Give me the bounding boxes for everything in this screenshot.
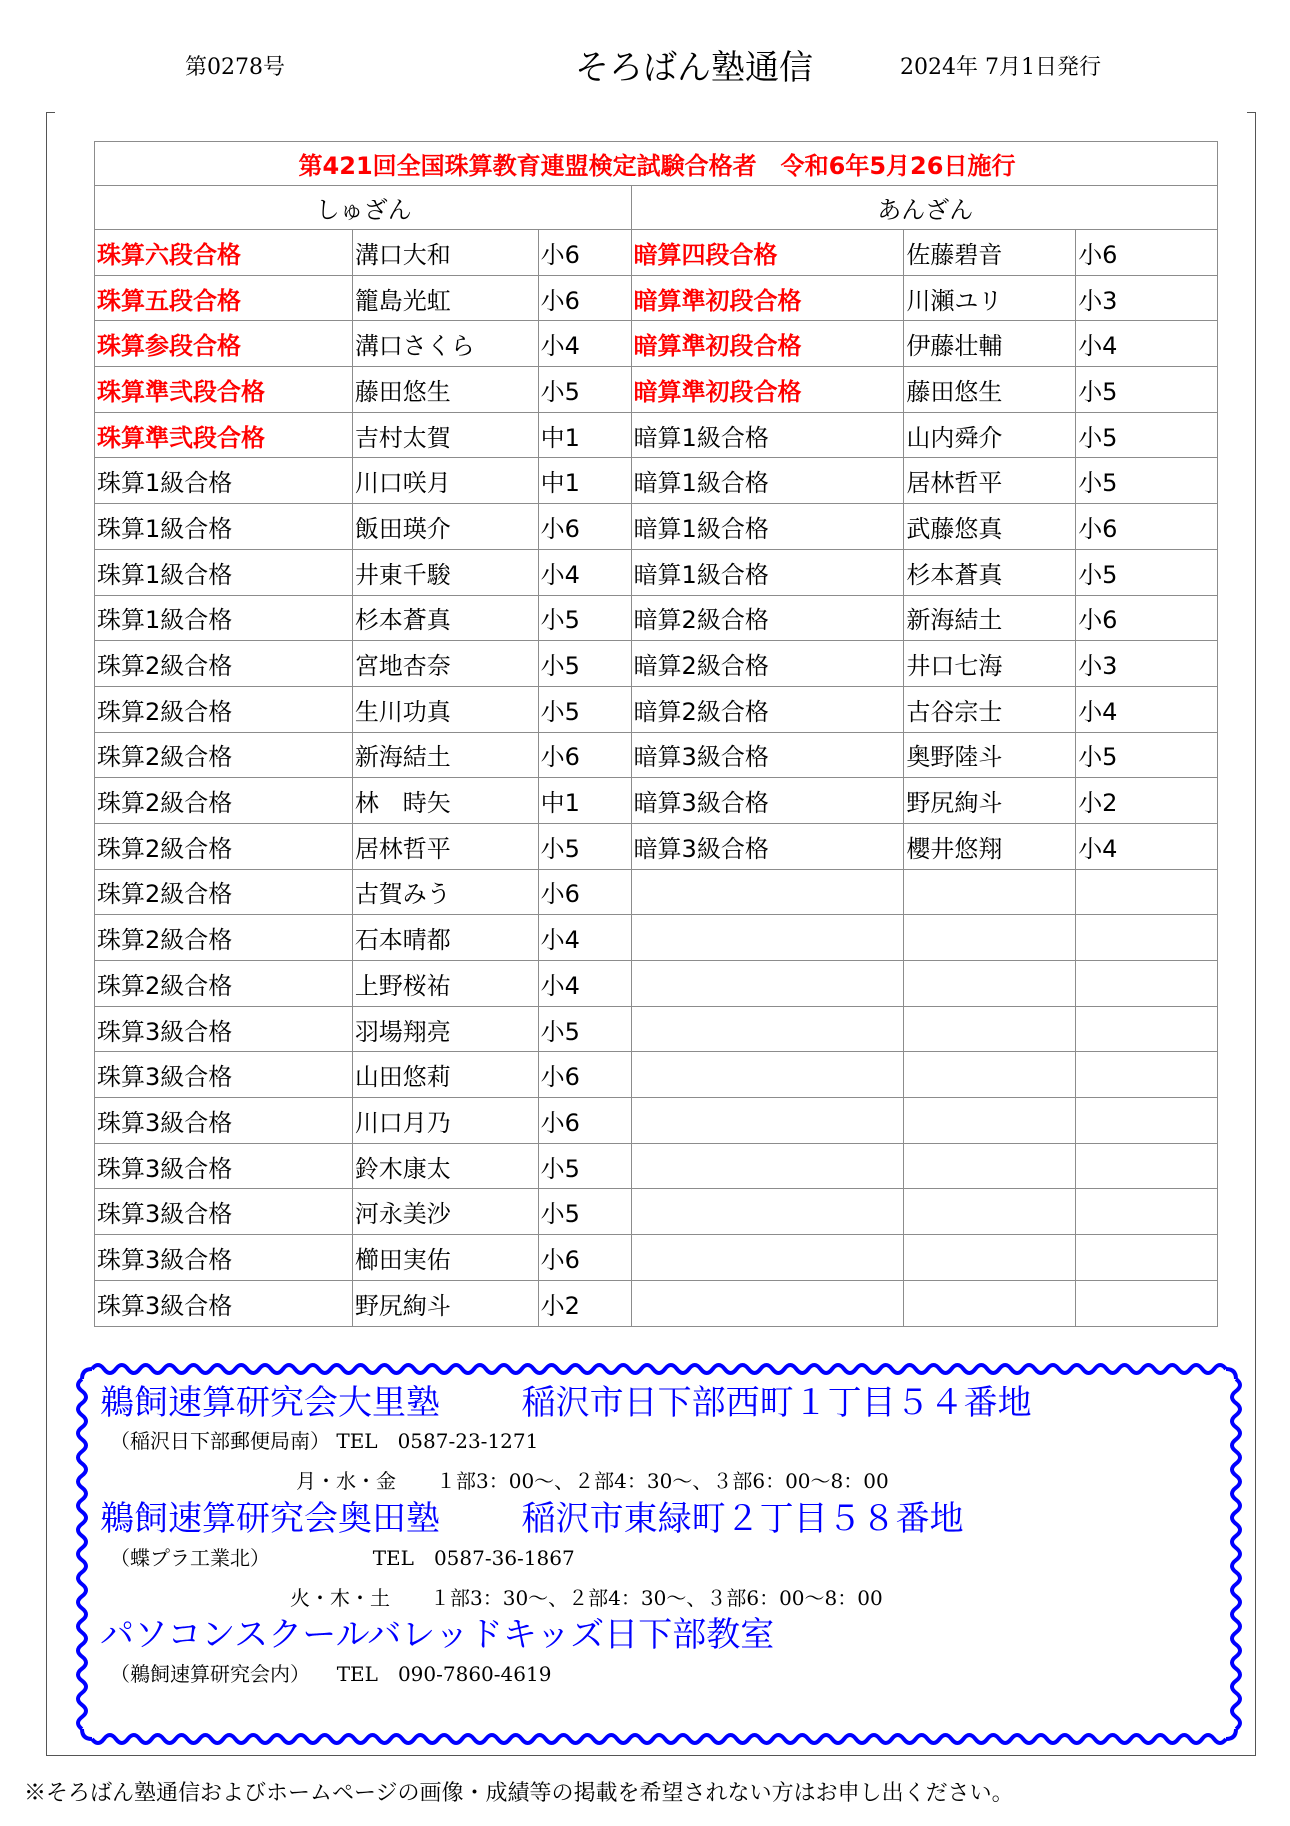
footer-notice: ※そろばん塾通信およびホームページの画像・成績等の掲載を希望されない方はお申し出ください。 xyxy=(24,1781,1014,1806)
anzan-name-cell: 野尻絢斗 xyxy=(904,778,1076,824)
shuzan-grade-cell: 珠算3級合格 xyxy=(95,1280,353,1326)
shuzan-grade-cell: 珠算3級合格 xyxy=(95,1052,353,1098)
anzan-name-cell xyxy=(904,1189,1076,1235)
anzan-year-cell: 小4 xyxy=(1076,823,1218,869)
anzan-year-cell xyxy=(1076,1280,1218,1326)
shuzan-year-cell: 小6 xyxy=(538,504,631,550)
table-row xyxy=(95,915,1218,961)
table-row xyxy=(95,321,1218,367)
table-row xyxy=(95,595,1218,641)
table-row xyxy=(95,732,1218,778)
table-row xyxy=(95,1098,1218,1144)
anzan-year-cell: 小5 xyxy=(1076,732,1218,778)
anzan-year-cell: 小6 xyxy=(1076,504,1218,550)
shuzan-year-cell: 小6 xyxy=(538,732,631,778)
anzan-year-cell: 小4 xyxy=(1076,686,1218,732)
shuzan-year-cell: 小5 xyxy=(538,1006,631,1052)
results-table xyxy=(94,141,1218,1327)
shuzan-name-cell: 河永美沙 xyxy=(352,1189,538,1235)
anzan-name-cell xyxy=(904,1235,1076,1281)
issue-date: 2024年 7月1日発行 xyxy=(900,55,1101,80)
school1-address: 稲沢市日下部西町１丁目５４番地 xyxy=(521,1383,1032,1423)
shuzan-grade-cell: 珠算2級合格 xyxy=(95,869,353,915)
anzan-grade-cell xyxy=(631,1235,904,1281)
shuzan-grade-cell: 珠算準弐段合格 xyxy=(95,367,353,413)
anzan-year-cell xyxy=(1076,915,1218,961)
shuzan-year-cell: 小5 xyxy=(538,1143,631,1189)
shuzan-year-cell: 小6 xyxy=(538,230,631,276)
shuzan-name-cell: 川口咲月 xyxy=(352,458,538,504)
table-row xyxy=(95,1189,1218,1235)
shuzan-name-cell: 古賀みう xyxy=(352,869,538,915)
newsletter-title: そろばん塾通信 xyxy=(575,48,813,88)
anzan-name-cell: 佐藤碧音 xyxy=(904,230,1076,276)
school-info-box xyxy=(74,1361,1244,1747)
shuzan-grade-cell: 珠算2級合格 xyxy=(95,686,353,732)
anzan-name-cell xyxy=(904,961,1076,1007)
anzan-name-cell xyxy=(904,1006,1076,1052)
issue-number: 第0278号 xyxy=(185,55,285,80)
anzan-grade-cell xyxy=(631,1189,904,1235)
results-caption: 第421回全国珠算教育連盟検定試験合格者 令和6年5月26日施行 xyxy=(95,142,1218,186)
shuzan-name-cell: 上野桜祐 xyxy=(352,961,538,1007)
anzan-grade-cell xyxy=(631,1280,904,1326)
anzan-name-cell: 山内舜介 xyxy=(904,412,1076,458)
table-row xyxy=(95,1143,1218,1189)
shuzan-year-cell: 小6 xyxy=(538,1098,631,1144)
anzan-year-cell: 小5 xyxy=(1076,412,1218,458)
anzan-grade-cell xyxy=(631,915,904,961)
anzan-grade-cell: 暗算3級合格 xyxy=(631,732,904,778)
shuzan-year-cell: 小2 xyxy=(538,1280,631,1326)
school2-tel: TEL 0587-36-1867 xyxy=(372,1546,575,1570)
anzan-grade-cell: 暗算2級合格 xyxy=(631,686,904,732)
shuzan-year-cell: 中1 xyxy=(538,778,631,824)
table-row xyxy=(95,1280,1218,1326)
anzan-grade-cell xyxy=(631,961,904,1007)
anzan-year-cell xyxy=(1076,1098,1218,1144)
school2-schedule: 火・木・土 １部3：30～、２部4：30～、３部6：00～8：00 xyxy=(290,1586,883,1610)
anzan-name-cell: 井口七海 xyxy=(904,641,1076,687)
shuzan-grade-cell: 珠算2級合格 xyxy=(95,823,353,869)
anzan-name-cell xyxy=(904,915,1076,961)
shuzan-name-cell: 生川功真 xyxy=(352,686,538,732)
shuzan-name-cell: 飯田瑛介 xyxy=(352,504,538,550)
shuzan-grade-cell: 珠算1級合格 xyxy=(95,458,353,504)
shuzan-grade-cell: 珠算六段合格 xyxy=(95,230,353,276)
shuzan-year-cell: 小5 xyxy=(538,595,631,641)
table-row xyxy=(95,367,1218,413)
anzan-year-cell: 小5 xyxy=(1076,367,1218,413)
shuzan-grade-cell: 珠算2級合格 xyxy=(95,961,353,1007)
shuzan-year-cell: 小4 xyxy=(538,321,631,367)
shuzan-grade-cell: 珠算1級合格 xyxy=(95,595,353,641)
shuzan-year-cell: 小4 xyxy=(538,915,631,961)
shuzan-grade-cell: 珠算1級合格 xyxy=(95,549,353,595)
shuzan-year-cell: 小6 xyxy=(538,1235,631,1281)
shuzan-name-cell: 籠島光虹 xyxy=(352,275,538,321)
school1-landmark: （稲沢日下部郵便局南） xyxy=(110,1429,330,1453)
school1-tel: TEL 0587-23-1271 xyxy=(336,1429,539,1453)
table-row xyxy=(95,412,1218,458)
shuzan-year-cell: 中1 xyxy=(538,458,631,504)
shuzan-year-cell: 小5 xyxy=(538,686,631,732)
anzan-year-cell xyxy=(1076,869,1218,915)
anzan-name-cell: 藤田悠生 xyxy=(904,367,1076,413)
shuzan-name-cell: 宮地杏奈 xyxy=(352,641,538,687)
school1-name: 鵜飼速算研究会大里塾 xyxy=(100,1383,440,1423)
shuzan-name-cell: 櫛田実佑 xyxy=(352,1235,538,1281)
anzan-year-cell xyxy=(1076,1006,1218,1052)
table-row xyxy=(95,1052,1218,1098)
shuzan-grade-cell: 珠算参段合格 xyxy=(95,321,353,367)
anzan-year-cell: 小2 xyxy=(1076,778,1218,824)
anzan-grade-cell: 暗算準初段合格 xyxy=(631,321,904,367)
shuzan-year-cell: 小4 xyxy=(538,549,631,595)
anzan-year-cell: 小4 xyxy=(1076,321,1218,367)
anzan-grade-cell: 暗算準初段合格 xyxy=(631,275,904,321)
anzan-year-cell xyxy=(1076,1143,1218,1189)
anzan-year-cell xyxy=(1076,1052,1218,1098)
anzan-grade-cell: 暗算2級合格 xyxy=(631,641,904,687)
shuzan-year-cell: 小5 xyxy=(538,823,631,869)
anzan-name-cell xyxy=(904,1052,1076,1098)
shuzan-name-cell: 羽場翔亮 xyxy=(352,1006,538,1052)
shuzan-grade-cell: 珠算2級合格 xyxy=(95,732,353,778)
anzan-year-cell: 小6 xyxy=(1076,595,1218,641)
shuzan-name-cell: 川口月乃 xyxy=(352,1098,538,1144)
anzan-grade-cell: 暗算1級合格 xyxy=(631,412,904,458)
table-row xyxy=(95,1235,1218,1281)
shuzan-grade-cell: 珠算1級合格 xyxy=(95,504,353,550)
anzan-grade-cell xyxy=(631,1006,904,1052)
anzan-name-cell: 伊藤壮輔 xyxy=(904,321,1076,367)
shuzan-year-cell: 小6 xyxy=(538,1052,631,1098)
table-row xyxy=(95,458,1218,504)
anzan-name-cell xyxy=(904,869,1076,915)
shuzan-year-cell: 小5 xyxy=(538,367,631,413)
shuzan-year-cell: 小5 xyxy=(538,1189,631,1235)
anzan-year-cell xyxy=(1076,1235,1218,1281)
caption-row xyxy=(95,142,1218,186)
shuzan-name-cell: 吉村太賀 xyxy=(352,412,538,458)
anzan-year-cell: 小6 xyxy=(1076,230,1218,276)
table-row xyxy=(95,778,1218,824)
heading-row xyxy=(95,186,1218,230)
table-row xyxy=(95,823,1218,869)
table-row xyxy=(95,961,1218,1007)
anzan-grade-cell xyxy=(631,1052,904,1098)
school3-name: パソコンスクールバレッドキッズ日下部教室 xyxy=(100,1615,775,1655)
anzan-name-cell: 武藤悠真 xyxy=(904,504,1076,550)
school2-name: 鵜飼速算研究会奥田塾 xyxy=(100,1499,440,1539)
anzan-name-cell: 新海結土 xyxy=(904,595,1076,641)
shuzan-grade-cell: 珠算3級合格 xyxy=(95,1098,353,1144)
newsletter-header xyxy=(0,40,1290,90)
anzan-grade-cell: 暗算1級合格 xyxy=(631,458,904,504)
anzan-grade-cell: 暗算2級合格 xyxy=(631,595,904,641)
shuzan-name-cell: 溝口さくら xyxy=(352,321,538,367)
anzan-name-cell: 櫻井悠翔 xyxy=(904,823,1076,869)
anzan-grade-cell xyxy=(631,1098,904,1144)
shuzan-heading: しゅざん xyxy=(95,186,632,230)
school2-address: 稲沢市東緑町２丁目５８番地 xyxy=(521,1499,964,1539)
table-row xyxy=(95,504,1218,550)
school3-landmark: （鵜飼速算研究会内） xyxy=(110,1662,310,1686)
shuzan-grade-cell: 珠算3級合格 xyxy=(95,1189,353,1235)
anzan-name-cell: 杉本蒼真 xyxy=(904,549,1076,595)
shuzan-grade-cell: 珠算五段合格 xyxy=(95,275,353,321)
shuzan-grade-cell: 珠算3級合格 xyxy=(95,1235,353,1281)
anzan-grade-cell: 暗算1級合格 xyxy=(631,549,904,595)
shuzan-name-cell: 藤田悠生 xyxy=(352,367,538,413)
shuzan-year-cell: 小4 xyxy=(538,961,631,1007)
school3-tel: TEL 090-7860-4619 xyxy=(336,1662,552,1686)
shuzan-name-cell: 新海結土 xyxy=(352,732,538,778)
shuzan-year-cell: 小6 xyxy=(538,869,631,915)
school2-landmark: （蝶プラ工業北） xyxy=(110,1546,270,1570)
school1-schedule: 月・水・金 １部3：00～、２部4：30～、３部6：00～8：00 xyxy=(296,1469,889,1493)
anzan-name-cell: 川瀬ユリ xyxy=(904,275,1076,321)
anzan-year-cell: 小3 xyxy=(1076,275,1218,321)
anzan-grade-cell: 暗算1級合格 xyxy=(631,504,904,550)
anzan-grade-cell: 暗算3級合格 xyxy=(631,823,904,869)
table-row xyxy=(95,686,1218,732)
anzan-name-cell: 奥野陸斗 xyxy=(904,732,1076,778)
shuzan-grade-cell: 珠算3級合格 xyxy=(95,1006,353,1052)
shuzan-name-cell: 溝口大和 xyxy=(352,230,538,276)
table-row xyxy=(95,1006,1218,1052)
anzan-name-cell xyxy=(904,1280,1076,1326)
anzan-grade-cell: 暗算準初段合格 xyxy=(631,367,904,413)
shuzan-year-cell: 中1 xyxy=(538,412,631,458)
anzan-grade-cell: 暗算3級合格 xyxy=(631,778,904,824)
shuzan-year-cell: 小5 xyxy=(538,641,631,687)
shuzan-name-cell: 鈴木康太 xyxy=(352,1143,538,1189)
shuzan-grade-cell: 珠算2級合格 xyxy=(95,641,353,687)
shuzan-grade-cell: 珠算2級合格 xyxy=(95,778,353,824)
shuzan-name-cell: 井東千駿 xyxy=(352,549,538,595)
anzan-name-cell: 古谷宗士 xyxy=(904,686,1076,732)
shuzan-name-cell: 野尻絢斗 xyxy=(352,1280,538,1326)
anzan-name-cell: 居林哲平 xyxy=(904,458,1076,504)
shuzan-name-cell: 山田悠莉 xyxy=(352,1052,538,1098)
anzan-grade-cell xyxy=(631,869,904,915)
anzan-year-cell xyxy=(1076,1189,1218,1235)
shuzan-year-cell: 小6 xyxy=(538,275,631,321)
anzan-grade-cell xyxy=(631,1143,904,1189)
anzan-year-cell: 小5 xyxy=(1076,458,1218,504)
anzan-grade-cell: 暗算四段合格 xyxy=(631,230,904,276)
anzan-year-cell: 小3 xyxy=(1076,641,1218,687)
shuzan-name-cell: 杉本蒼真 xyxy=(352,595,538,641)
shuzan-grade-cell: 珠算2級合格 xyxy=(95,915,353,961)
shuzan-name-cell: 石本晴都 xyxy=(352,915,538,961)
anzan-year-cell xyxy=(1076,961,1218,1007)
table-row xyxy=(95,641,1218,687)
table-row xyxy=(95,230,1218,276)
table-row xyxy=(95,275,1218,321)
table-row xyxy=(95,869,1218,915)
anzan-heading: あんざん xyxy=(631,186,1217,230)
anzan-year-cell: 小5 xyxy=(1076,549,1218,595)
table-row xyxy=(95,549,1218,595)
shuzan-name-cell: 居林哲平 xyxy=(352,823,538,869)
shuzan-name-cell: 林 時矢 xyxy=(352,778,538,824)
shuzan-grade-cell: 珠算3級合格 xyxy=(95,1143,353,1189)
anzan-name-cell xyxy=(904,1098,1076,1144)
anzan-name-cell xyxy=(904,1143,1076,1189)
shuzan-grade-cell: 珠算準弐段合格 xyxy=(95,412,353,458)
